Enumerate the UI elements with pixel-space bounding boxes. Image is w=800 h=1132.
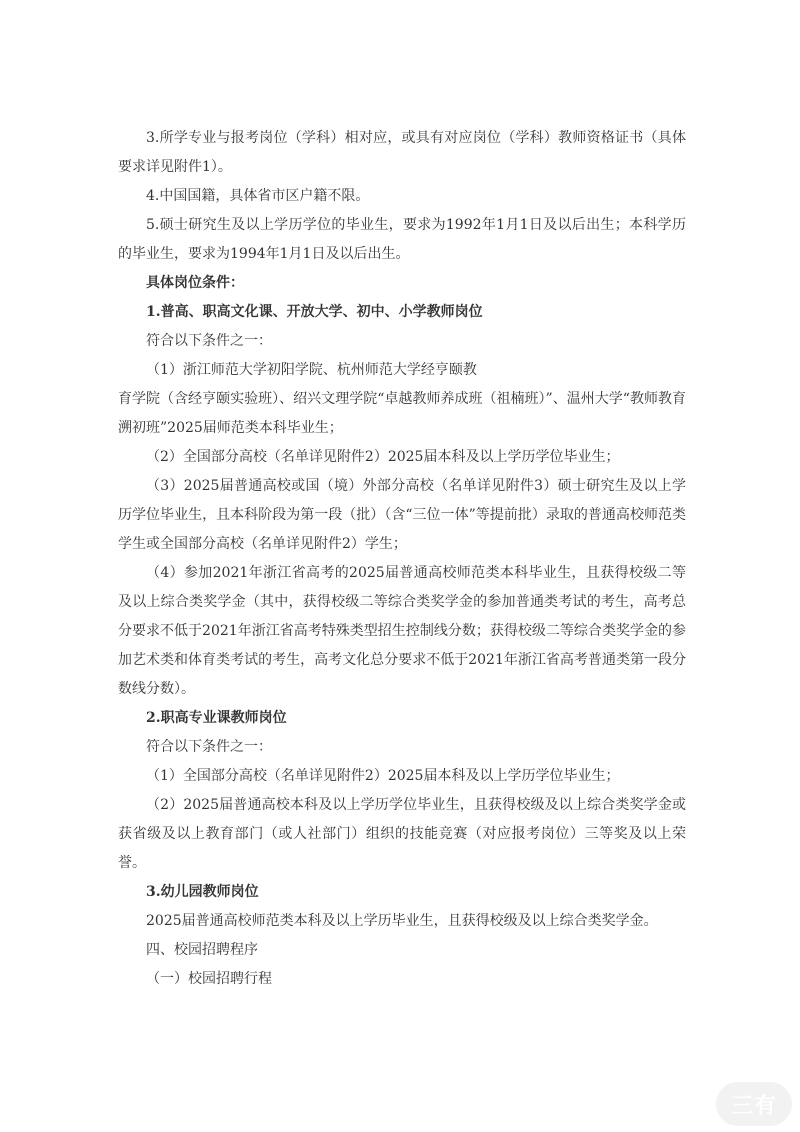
document-body — [118, 124, 686, 994]
heading-specific-conditions: 具体岗位条件： — [146, 275, 244, 291]
heading-general-teacher-posts: 1.普高、职高文化课、开放大学、初中、小学教师岗位 — [146, 304, 483, 320]
paragraph-condition-4: （4）参加2021年浙江省高考的2025届普通高校师范类本科毕业生，且获得校级二等及以上综合类奖学金（其中，获得校级二等综合类奖学金的参加普通类考试的考生，高考总分要求不低于2021年浙江省高考特殊类型招生控制线分数；获得校级二等综合类奖学金的参加艺术类和体育类考试的考生，高考文化总分要求不低于2021年浙江省高考普通类第一段分数线分数）。 — [118, 565, 686, 697]
paragraph-condition-1-start: （1）浙江师范大学初阳学院、杭州师范大学经亨颐教 — [146, 362, 477, 378]
paragraph-meet-one-condition-2: 符合以下条件之一： — [146, 739, 272, 755]
paragraph-condition-3: （3）2025届普通高校或国（境）外部分高校（名单详见附件3）硕士研究生及以上学历学位毕业生，且本科阶段为第一段（批）（含“三位一体”等提前批）录取的普通高校师范类学生或全国部分高校（名单详见附件2）学生； — [118, 478, 686, 552]
watermark-text: 三有 — [730, 1093, 777, 1119]
paragraph-condition-2: （2）全国部分高校（名单详见附件2）2025届本科及以上学历学位毕业生； — [146, 449, 620, 465]
heading-recruitment-schedule: （一）校园招聘行程 — [146, 971, 272, 987]
paragraph-meet-one-condition: 符合以下条件之一： — [146, 333, 272, 349]
paragraph-vocational-condition-2: （2）2025届普通高校本科及以上学历学位毕业生，且获得校级及以上综合类奖学金或获省级及以上教育部门（或人社部门）组织的技能竞赛（对应报考岗位）三等奖及以上荣誉。 — [118, 797, 686, 871]
paragraph-vocational-condition-1: （1）全国部分高校（名单详见附件2）2025届本科及以上学历学位毕业生； — [146, 768, 620, 784]
heading-recruitment-procedure: 四、校园招聘程序 — [146, 942, 258, 958]
heading-vocational-teacher-posts: 2.职高专业课教师岗位 — [146, 710, 287, 726]
paragraph-requirement-5: 5.硕士研究生及以上学历学位的毕业生，要求为1992年1月1日及以后出生；本科学历的毕业生，要求为1994年1月1日及以后出生。 — [118, 217, 686, 262]
paragraph-kindergarten-condition: 2025届普通高校师范类本科及以上学历毕业生，且获得校级及以上综合类奖学金。 — [146, 913, 658, 929]
heading-kindergarten-posts: 3.幼儿园教师岗位 — [146, 884, 259, 900]
watermark-logo — [716, 1082, 792, 1126]
paragraph-requirement-3: 3.所学专业与报考岗位（学科）相对应，或具有对应岗位（学科）教师资格证书（具体要求详见附件1）。 — [118, 130, 686, 175]
paragraph-requirement-4: 4.中国国籍，具体省市区户籍不限。 — [146, 188, 370, 204]
paragraph-condition-1-cont: 育学院（含经亨颐实验班）、绍兴文理学院“卓越教师养成班（祖楠班）”、温州大学“教师教育溯初班”2025届师范类本科毕业生； — [118, 391, 686, 436]
